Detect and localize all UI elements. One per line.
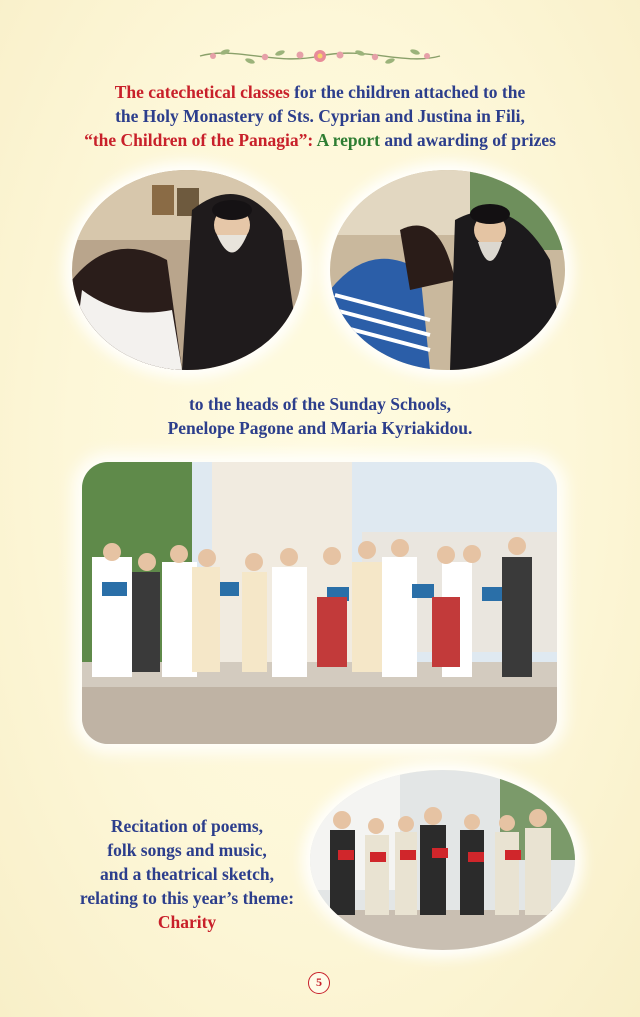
title-report: A report (313, 130, 380, 150)
recitation-photo (310, 770, 575, 950)
award-photo-left (72, 170, 302, 370)
title-children-attached: for the children attached to the (289, 82, 526, 102)
program-theme: Charity (157, 912, 217, 932)
program-caption-line1: Recitation of poems, (110, 816, 264, 836)
program-caption-line2: folk songs and music, (107, 840, 267, 860)
page-number: 5 (308, 972, 330, 994)
title-prizes: and awarding of prizes (379, 130, 556, 150)
award-photo-right (330, 170, 565, 370)
awards-caption-line2: Penelope Pagone and Maria Kyriakidou. (167, 418, 473, 438)
program-caption-line3: and a theatrical sketch, (99, 864, 275, 884)
program-caption-line4: relating to this year’s theme: (79, 888, 295, 908)
page-title (20, 80, 620, 152)
title-children-panagia: “the Children of the Panagia”: (84, 130, 314, 150)
awards-caption-line1: to the heads of the Sunday Schools, (188, 394, 452, 414)
title-classes: The catechetical classes (114, 82, 290, 102)
floral-ornament-icon (195, 44, 445, 68)
children-stage-photo (82, 462, 557, 744)
program-caption (52, 814, 322, 934)
awards-caption (80, 392, 560, 440)
title-monastery: the Holy Monastery of Sts. Cyprian and Justina in Fili, (115, 106, 525, 126)
